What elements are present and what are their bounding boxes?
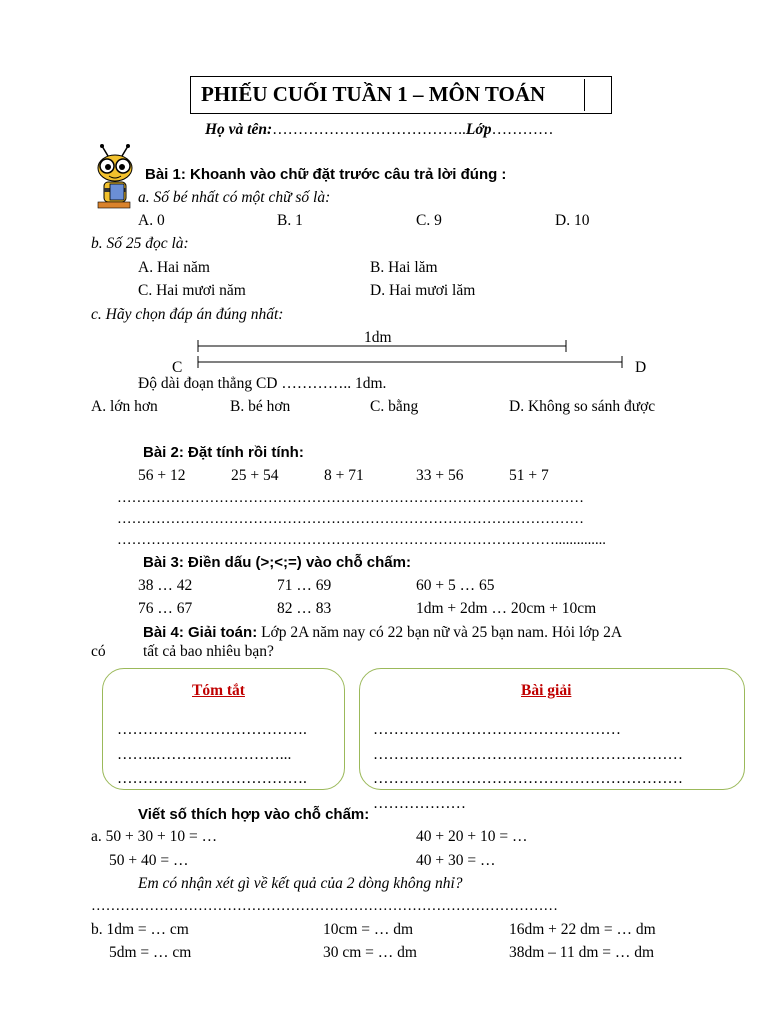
bai5-a-item: a. 50 + 30 + 10 = … [91, 828, 218, 845]
bai1-qa-option: D. 10 [555, 212, 590, 229]
bai2-expr: 33 + 56 [416, 467, 464, 484]
bai2-expr: 56 + 12 [138, 467, 186, 484]
summary-title: Tóm tắt [192, 682, 245, 699]
class-label: Lớp [465, 121, 492, 138]
solution-line: ………………………………………… [373, 721, 621, 738]
bai5-b-item: 5dm = … cm [109, 944, 192, 961]
bai2-expr: 51 + 7 [509, 467, 549, 484]
bai1-qc-option: C. bằng [370, 398, 419, 415]
bai1-qc-question: c. Hãy chọn đáp án đúng nhất: [91, 306, 284, 323]
bai5-a-item: 40 + 20 + 10 = … [416, 828, 528, 845]
bai1-qc-option: A. lớn hơn [91, 398, 158, 415]
solution-line: ……………… [373, 795, 466, 812]
bai3-item: 1dm + 2dm … 20cm + 10cm [416, 600, 597, 617]
page-title: PHIẾU CUỐI TUẦN 1 – MÔN TOÁN [201, 82, 546, 106]
bai5-b-item: 38dm – 11 dm = … dm [509, 944, 655, 961]
bai3-heading: Bài 3: Điền dấu (>;<;=) vào chỗ chấm: [143, 554, 411, 571]
title-box [190, 76, 612, 114]
segment-diagram [190, 336, 630, 372]
point-d-label: D [635, 359, 647, 376]
bai4-heading: Bài 4: Giải toán: [143, 624, 258, 641]
solution-title: Bài giải [521, 682, 572, 699]
solution-line: …………………………………………………… [373, 746, 683, 763]
segment-label: 1dm [364, 329, 392, 346]
summary-line: ……..……………………... [117, 746, 292, 763]
bai1-qa-question: a. Số bé nhất có một chữ số là: [138, 189, 331, 206]
bai3-item: 76 … 67 [138, 600, 193, 617]
bai2-answer-line: ……………………………………………………………………………….............. [117, 532, 606, 548]
bai5-b-item: 10cm = … dm [323, 921, 414, 938]
bai1-qa-option: A. 0 [138, 212, 165, 229]
bee-mascot-icon [90, 144, 142, 212]
bai3-item: 82 … 83 [277, 600, 332, 617]
name-line [205, 121, 553, 139]
bai1-qa-option: C. 9 [416, 212, 442, 229]
bai1-heading: Bài 1: Khoanh vào chữ đặt trước câu trả lời đúng : [145, 166, 507, 183]
class-dots: ………… [491, 121, 554, 138]
summary-line: ………………………………. [117, 721, 307, 738]
bai5-remark-line: …………………………………………………………………………………… [91, 898, 558, 914]
bai4-text2b: tất cả bao nhiêu bạn? [143, 643, 274, 660]
bai5-b-item: 30 cm = … dm [323, 944, 417, 961]
point-c-label: C [172, 359, 183, 376]
bai1-qc-statement: Độ dài đoạn thẳng CD ………….. 1dm. [138, 375, 387, 392]
bai5-b-item: b. 1dm = … cm [91, 921, 189, 938]
summary-line: ………………………………. [117, 770, 307, 787]
bai1-qb-option: B. Hai lăm [370, 259, 438, 276]
bai2-expr: 8 + 71 [324, 467, 364, 484]
bai1-qa-option: B. 1 [277, 212, 303, 229]
bai1-qb-question: b. Số 25 đọc là: [91, 235, 189, 252]
name-dots: ……………………………….. [272, 121, 466, 138]
bai3-item: 38 … 42 [138, 577, 193, 594]
bai1-qc-option: B. bé hơn [230, 398, 291, 415]
bai1-qb-option: A. Hai năm [138, 259, 210, 276]
bai5-a-item: 50 + 40 = … [109, 852, 189, 869]
bai2-expr: 25 + 54 [231, 467, 279, 484]
bai3-item: 71 … 69 [277, 577, 332, 594]
solution-line: …………………………………………………… [373, 770, 683, 787]
bai2-answer-line: …………………………………………………………………………………… [117, 490, 584, 506]
bai3-item: 60 + 5 … 65 [416, 577, 495, 594]
bai1-qb-option: D. Hai mươi lăm [370, 282, 476, 299]
bai4-text1: Lớp 2A năm nay có 22 bạn nữ và 25 bạn nam. Hỏi lớp 2A [261, 624, 623, 641]
bai5-b-item: 16dm + 22 dm = … dm [509, 921, 656, 938]
bai2-answer-line: …………………………………………………………………………………… [117, 511, 584, 527]
bai1-qb-option: C. Hai mươi năm [138, 282, 246, 299]
bai2-heading: Bài 2: Đặt tính rồi tính: [143, 444, 304, 461]
bai5-remark: Em có nhận xét gì về kết quả của 2 dòng không nhỉ? [138, 875, 463, 892]
name-label: Họ và tên: [205, 121, 273, 138]
bai1-qc-option: D. Không so sánh được [509, 398, 656, 415]
bai5-a-item: 40 + 30 = … [416, 852, 496, 869]
bai4-text2a: có [91, 643, 106, 660]
bai5-heading: Viết số thích hợp vào chỗ chấm: [138, 806, 370, 823]
bai4-line1 [143, 624, 622, 642]
